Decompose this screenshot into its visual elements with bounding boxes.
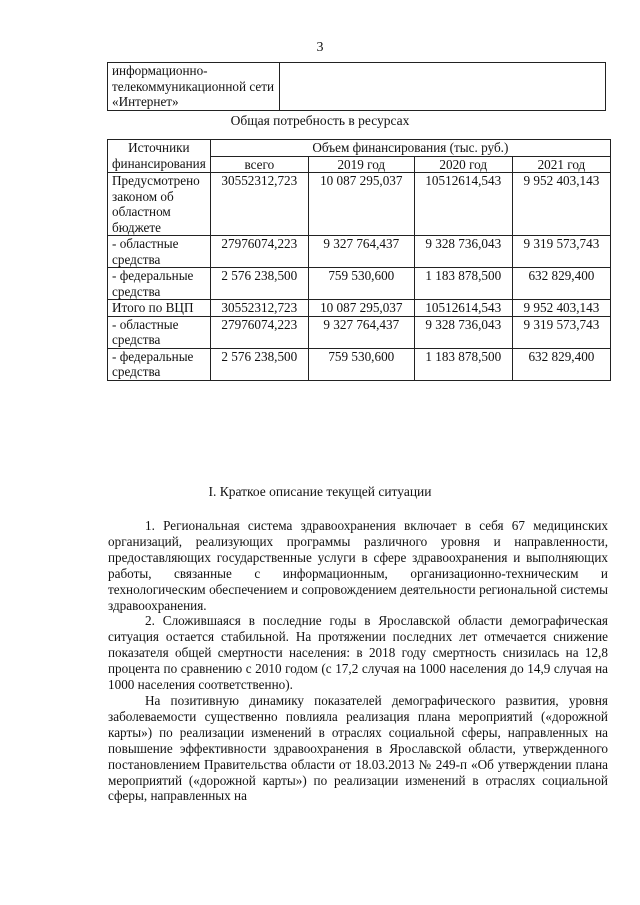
cell-value: 10 087 295,037 [308,173,414,236]
cell-value: 2 576 238,500 [210,268,308,300]
cell-value: 759 530,600 [308,268,414,300]
row-source: Итого по ВЦП [108,300,211,317]
cell-value: 2 576 238,500 [210,348,308,380]
cell-value: 30552312,723 [210,173,308,236]
row-source: - федеральные средства [108,348,211,380]
header-col-2021: 2021 год [512,156,610,173]
row-source: Предусмотрено законом об областном бюджете [108,173,211,236]
table-header-row [108,140,611,157]
cell-value: 9 327 764,437 [308,316,414,348]
table-cell: информационно-телекоммуникационной сети «Интернет» [108,63,280,111]
cell-value: 632 829,400 [512,348,610,380]
paragraph: 1. Региональная система здравоохранения включает в себя 67 медицинских организаций, реализующих программы различного уровня и направленности, предоставляющих государственные услуги в сфере здравоохранения и выполняющих работы, связанные с информационным, организационно-техническим и технологическим обеспечением и сопровождением деятельности региональной системы здравоохранения. [108,518,608,613]
section-title: I. Краткое описание текущей ситуации [208,484,432,499]
cell-value: 27976074,223 [210,236,308,268]
table-caption: Общая потребность в ресурсах [230,113,410,128]
cell-value: 759 530,600 [308,348,414,380]
cell-value: 9 327 764,437 [308,236,414,268]
table-row [108,63,606,111]
cell-value: 9 328 736,043 [414,316,512,348]
header-volume: Объем финансирования (тыс. руб.) [210,140,610,157]
paragraph: На позитивную динамику показателей демографического развития, уровня заболеваемости существенно повлияла реализация плана мероприятий («дорожной карты») по реализации изменений в отраслях социальной сферы, направленных на повышение эффективности здравоохранения в Ярославской области, утвержденного постановлением Правительства области от 18.03.2013 № 249-п «Об утверждении плана мероприятий («дорожной карты») по реализации изменений в отраслях социальной сферы, направленных на [108,692,608,804]
cell-value: 10512614,543 [414,173,512,236]
cell-value: 9 328 736,043 [414,236,512,268]
cell-value: 10 087 295,037 [308,300,414,317]
body-text [108,518,608,804]
cell-value: 1 183 878,500 [414,268,512,300]
table-row [108,300,611,317]
cell-value: 1 183 878,500 [414,348,512,380]
cell-value: 27976074,223 [210,316,308,348]
table-row [108,348,611,380]
table-row [108,173,611,236]
header-col-2019: 2019 год [308,156,414,173]
table-row [108,236,611,268]
cell-value: 632 829,400 [512,268,610,300]
cell-value: 10512614,543 [414,300,512,317]
header-col-2020: 2020 год [414,156,512,173]
cell-value: 9 319 573,743 [512,236,610,268]
table-row [108,316,611,348]
header-col-total: всего [210,156,308,173]
row-source: - федеральные средства [108,268,211,300]
cell-value: 9 319 573,743 [512,316,610,348]
cell-value: 9 952 403,143 [512,300,610,317]
cell-value: 9 952 403,143 [512,173,610,236]
page-number: 3 [316,40,324,55]
resources-table [107,139,611,381]
paragraph: 2. Сложившаяся в последние годы в Ярославской области демографическая ситуация остается стабильной. На протяжении последних лет отмечается снижение показателя общей смертности населения: в 2018 году смертность снизилась на 12,8 процента по сравнению с 2010 годом (с 17,2 случая на 1000 населения до 14,9 случая на 1000 населения соответственно). [108,613,608,693]
table-cell [280,63,606,111]
row-source: - областные средства [108,316,211,348]
row-source: - областные средства [108,236,211,268]
cell-value: 30552312,723 [210,300,308,317]
header-sources: Источники финансирования [108,140,211,173]
continuation-table [107,62,606,111]
table-row [108,268,611,300]
